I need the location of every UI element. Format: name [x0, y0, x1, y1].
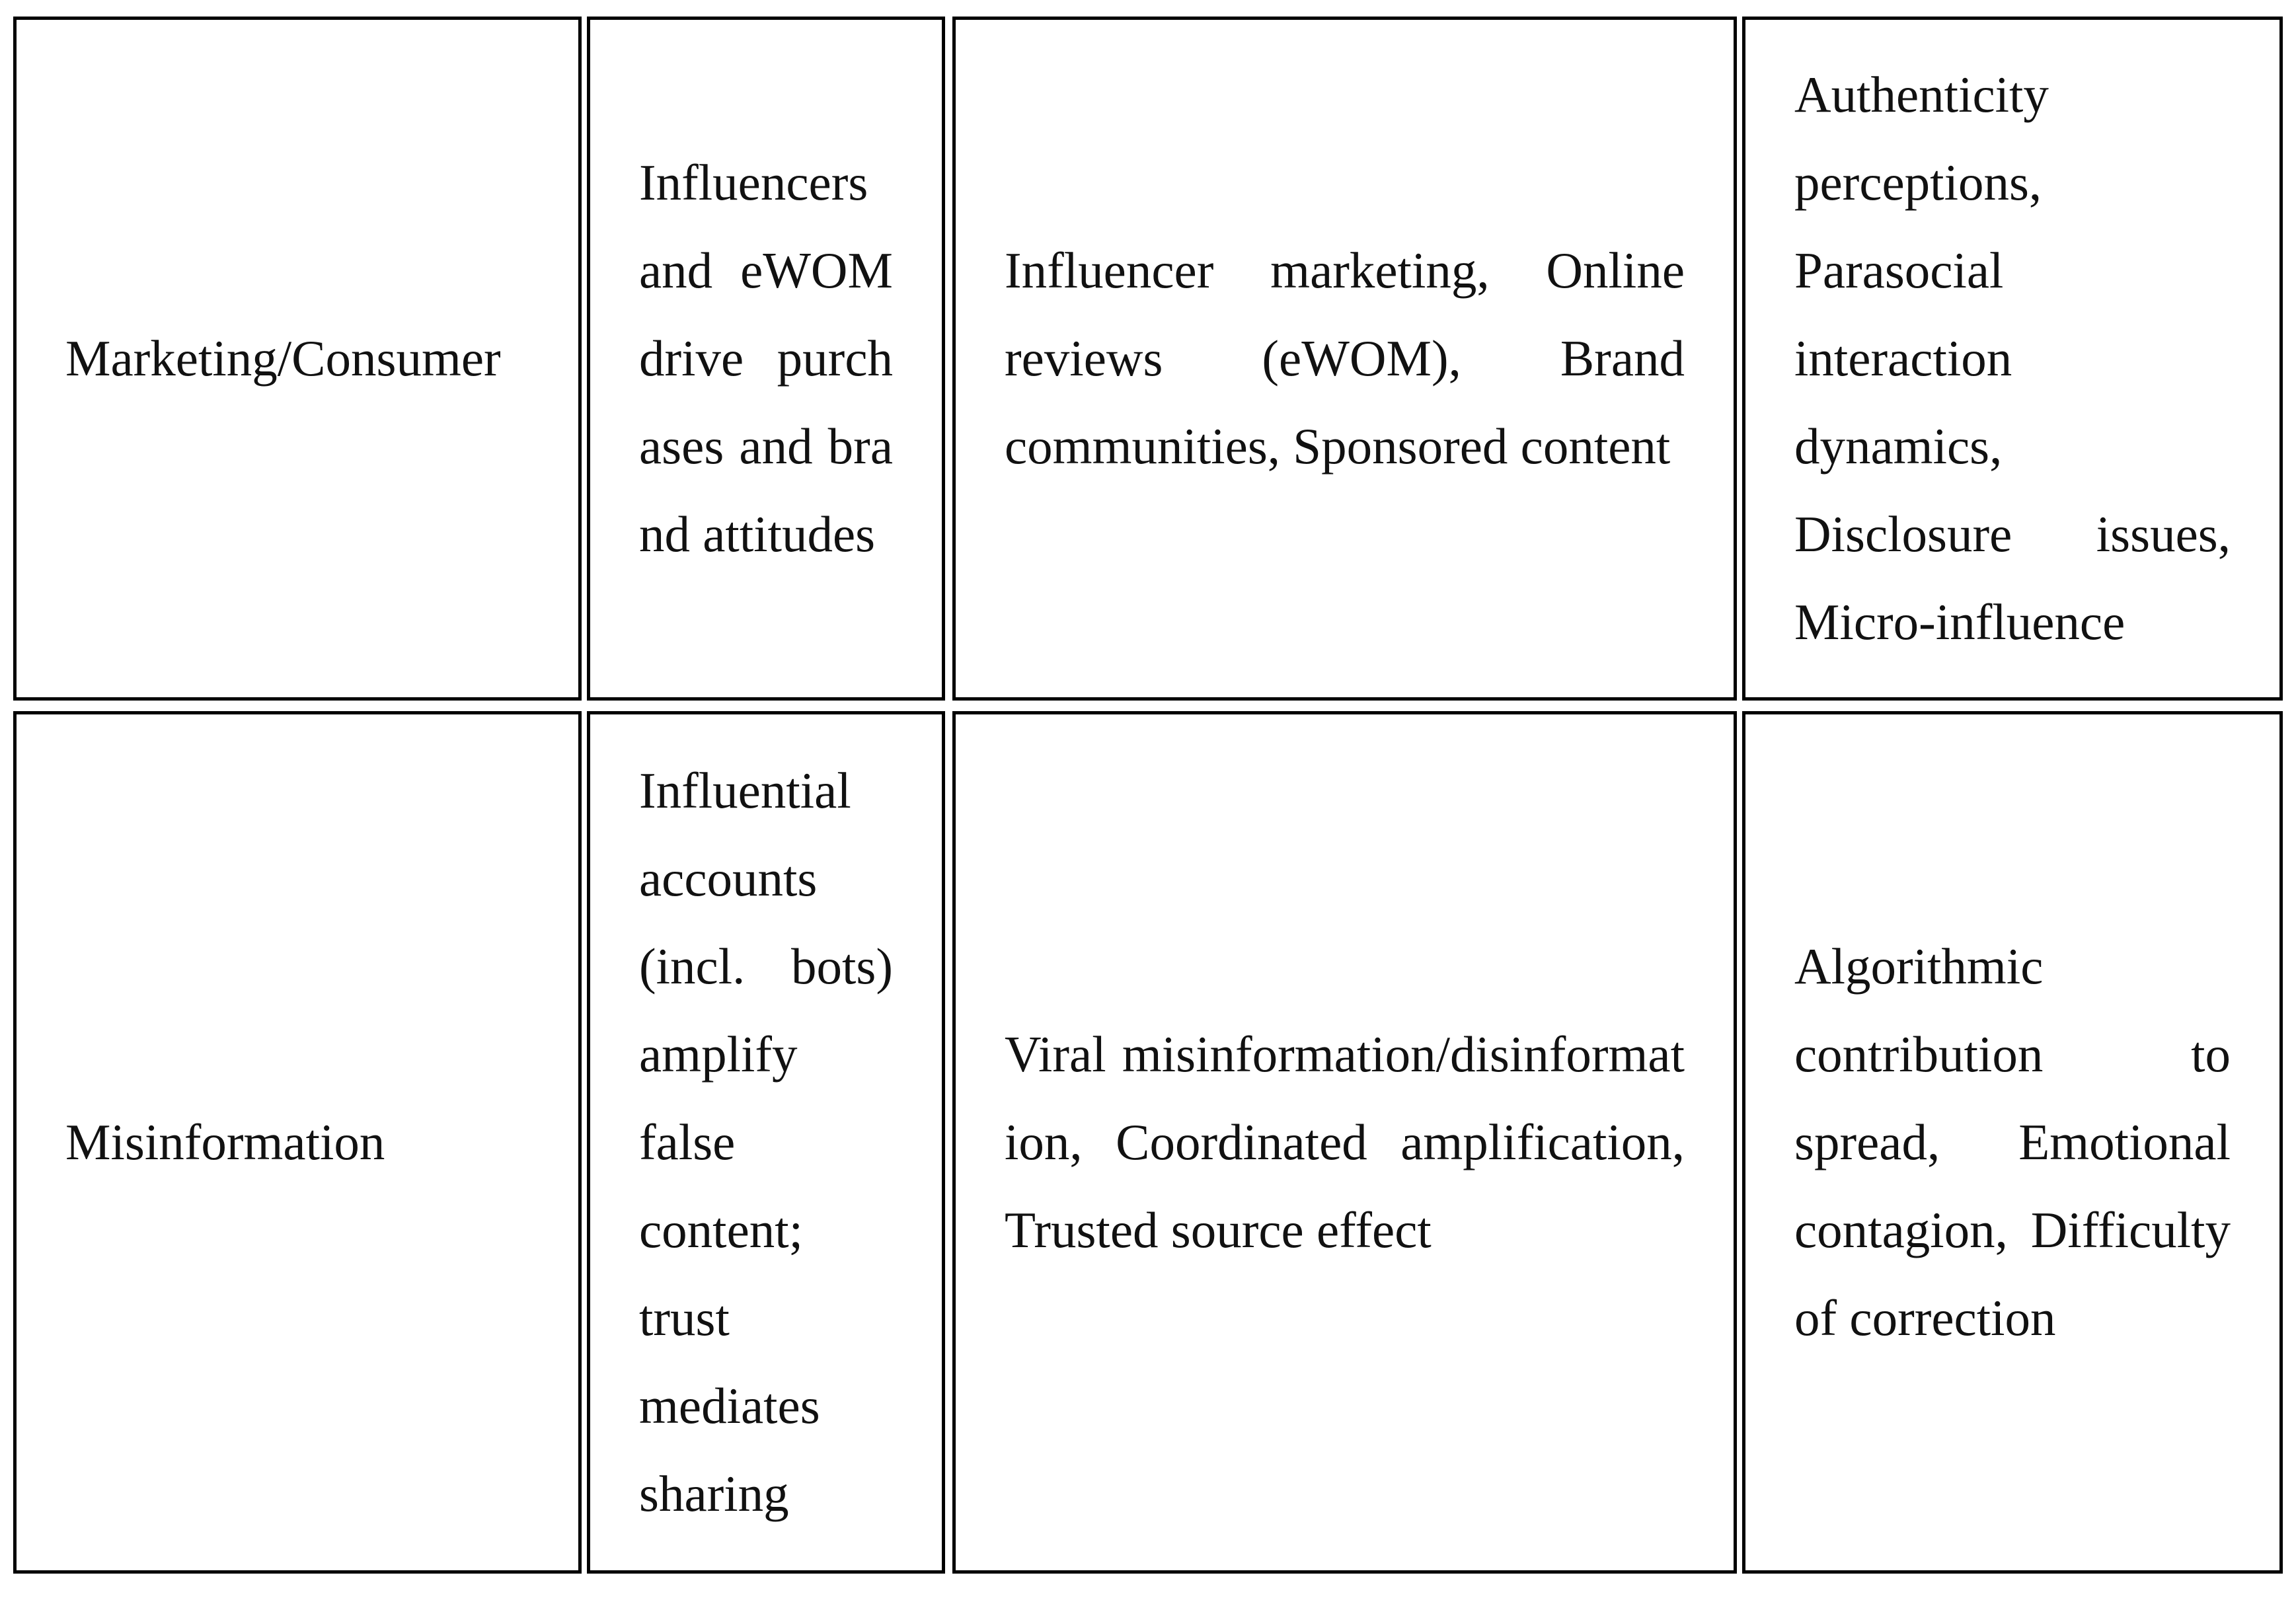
cell-text: Viral misinformation/disinformation, Coordinated amplification, Trusted source effect	[1005, 1026, 1685, 1258]
table-cell-issues	[1742, 711, 2283, 1574]
cell-text: Influencers and eWOM drive purchases and brand attitudes	[639, 154, 893, 562]
table-cell-domain	[13, 711, 582, 1574]
table-cell-domain	[13, 17, 582, 701]
cell-text: Authenticity perceptions, Parasocial interaction dynamics, Disclosure issues, Micro-influence	[1794, 66, 2231, 650]
cell-text: Influencer marketing, Online reviews (eWOM), Brand communities, Sponsored content	[1005, 242, 1685, 475]
table-cell-phenomena	[952, 17, 1737, 701]
table-cell-phenomena	[952, 711, 1737, 1574]
cell-text: Algorithmic contribution to spread, Emotional contagion, Difficulty of correction	[1794, 938, 2231, 1346]
table-cell-role	[587, 17, 945, 701]
table-cell-issues	[1742, 17, 2283, 701]
cell-text: Marketing/Consumer	[65, 330, 501, 387]
cell-text: Misinformation	[65, 1114, 385, 1170]
table-cell-role	[587, 711, 945, 1574]
cell-text: Influential accounts (incl. bots) amplify false content; trust mediates sharing	[639, 762, 893, 1522]
